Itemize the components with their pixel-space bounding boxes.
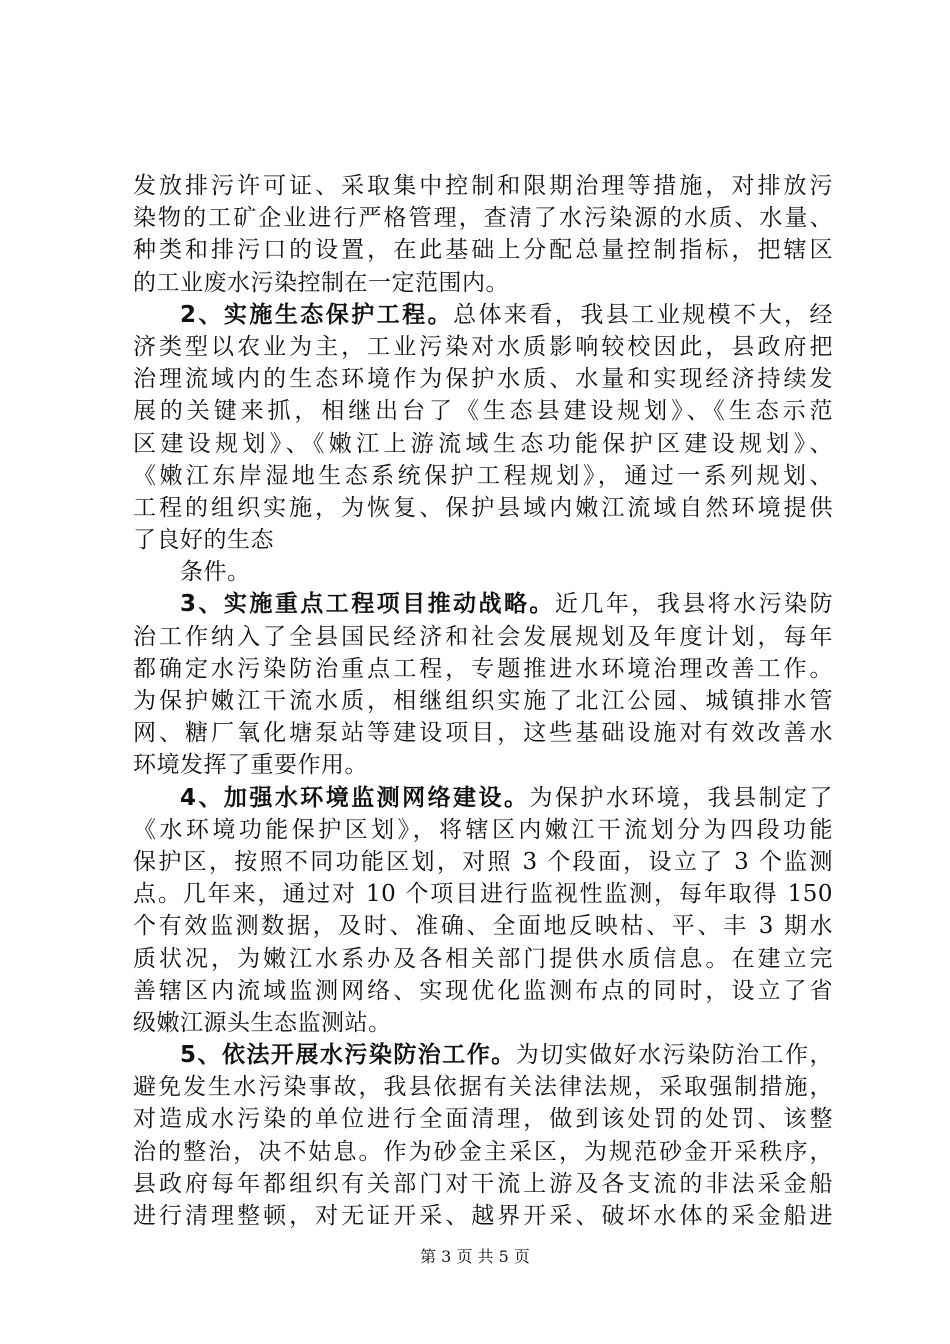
text-line: 进行清理整顿，对无证开采、越界开采、破坏水体的采金船进: [133, 1203, 833, 1229]
text-line: 避免发生水污染事故，我县依据有关法律法规，采取强制措施，: [133, 1074, 833, 1101]
text-run: 为切实做好水污染防治工作，: [515, 1042, 833, 1069]
text-line: 网、糖厂氧化塘泵站等建设项目，这些基础设施对有效改善水: [133, 720, 833, 747]
section-heading: 2、实施生态保护工程。: [180, 301, 454, 328]
text-line: 种类和排污口的设置，在此基础上分配总量控制指标，把辖区: [133, 237, 833, 264]
text-line: 的工业废水污染控制在一定范围内。: [133, 269, 509, 296]
section-heading: 4、加强水环境监测网络建设。: [180, 784, 530, 811]
text-line: 环境发挥了重要作用。: [133, 752, 368, 779]
text-line: 点。几年来，通过对 10 个项目进行监视性监测，每年取得 150: [133, 881, 833, 908]
text-line: 区建设规划》、《嫩江上游流域生态功能保护区建设规划》、: [133, 430, 833, 457]
text-line: 为保护嫩江干流水质，相继组织实施了北江公园、城镇排水管: [133, 688, 833, 714]
text-line: 质状况，为嫩江水系办及各相关部门提供水质信息。在建立完: [133, 945, 833, 972]
text-line: 都确定水污染防治重点工程，专题推进水环境治理改善工作。: [133, 655, 833, 682]
paragraph-first-line: [133, 588, 833, 620]
text-line: 发放排污许可证、采取集中控制和限期治理等措施，对排放污: [133, 173, 833, 199]
text-line: 治工作纳入了全县国民经济和社会发展规划及年度计划，每年: [133, 623, 833, 650]
paragraph-5: [133, 1039, 833, 1232]
text-line: 保护区，按照不同功能区划，对照 3 个段面，设立了 3 个监测: [133, 848, 833, 875]
section-heading: 5、依法开展水污染防治工作。: [180, 1042, 516, 1069]
paragraph-2: [133, 299, 833, 589]
text-line: 了良好的生态: [133, 527, 274, 554]
text-line: 《嫩江东岸湿地生态系统保护工程规划》，通过一系列规划、: [133, 462, 833, 489]
text-run: 近几年，我县将水污染防: [554, 591, 834, 618]
text-line: 《水环境功能保护区划》，将辖区内嫩江干流划分为四段功能: [133, 816, 833, 843]
paragraph-first-line: [133, 1039, 833, 1071]
document-body: [133, 170, 833, 1232]
text-line: 济类型以农业为主，工业污染对水质影响较校因此，县政府把: [133, 333, 833, 360]
text-line: 个有效监测数据，及时、准确、全面地反映枯、平、丰 3 期水: [133, 913, 833, 940]
text-line: 善辖区内流域监测网络、实现优化监测布点的同时，设立了省: [133, 977, 833, 1004]
text-line: 条件。: [180, 559, 251, 586]
text-line: 染物的工矿企业进行严格管理，查清了水污染源的水质、水量、: [133, 205, 833, 232]
page-number-footer: 第 3 页 共 5 页: [420, 1247, 530, 1266]
text-run: 为保护水环境，我县制定了: [529, 784, 833, 811]
paragraph-4: [133, 782, 833, 1040]
text-line: 县政府每年都组织有关部门对干流上游及各支流的非法采金船: [133, 1170, 833, 1197]
text-line: 治的整治，决不姑息。作为砂金主采区，为规范砂金开采秩序，: [133, 1138, 833, 1165]
text-line: 对造成水污染的单位进行全面清理，做到该处罚的处罚、该整: [133, 1106, 833, 1133]
text-line: 展的关键来抓，相继出台了《生态县建设规划》、《生态示范: [133, 398, 833, 425]
paragraph-first-line: [133, 782, 833, 814]
text-line: 工程的组织实施，为恢复、保护县域内嫩江流域自然环境提供: [133, 494, 833, 521]
paragraph-1: [133, 170, 833, 299]
text-line: 治理流域内的生态环境作为保护水质、水量和实现经济持续发: [133, 366, 833, 393]
text-run: 总体来看，我县工业规模不大，经: [453, 301, 833, 328]
paragraph-first-line: [133, 299, 833, 331]
section-heading: 3、实施重点工程项目推动战略。: [180, 591, 555, 618]
paragraph-3: [133, 588, 833, 781]
text-line: 级嫩江源头生态监测站。: [133, 1009, 392, 1036]
